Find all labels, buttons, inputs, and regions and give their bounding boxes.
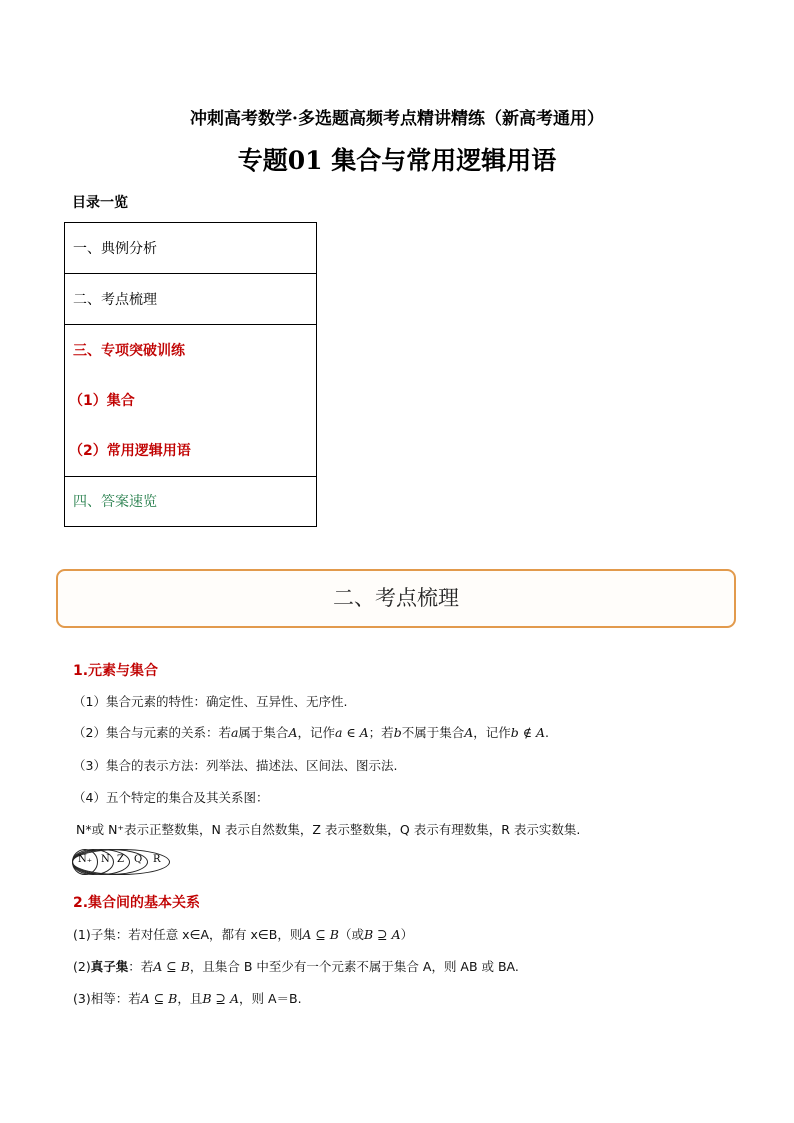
paragraph-subset <box>73 925 413 943</box>
math-var: A <box>464 725 474 740</box>
toc-row-2 <box>65 274 316 325</box>
text: 属于集合 <box>238 725 289 740</box>
math-var: a <box>230 725 239 740</box>
text: ，则 A＝B. <box>239 991 302 1006</box>
math-var: A <box>288 725 298 740</box>
section-heading-elements: 1.元素与集合 <box>73 663 159 679</box>
text: （或 <box>339 927 365 942</box>
text: ，记作 <box>473 725 511 740</box>
text: ） <box>400 927 414 942</box>
paragraph-proper-subset <box>73 957 519 975</box>
text: ，且 <box>177 991 203 1006</box>
set-label: R <box>153 854 161 865</box>
term: 真子集 <box>90 959 129 974</box>
paragraph-equality <box>73 989 302 1007</box>
text: (2) <box>73 959 91 974</box>
toc-item-training[interactable]: 三、专项突破训练 <box>73 343 185 359</box>
math-expr: B ⊇ A <box>364 927 401 942</box>
set-label: Q <box>134 854 143 865</box>
paragraph-representation: （3）集合的表示方法：列举法、描述法、区间法、图示法. <box>73 758 398 773</box>
document-title: 专题01 集合与常用逻辑用语 <box>237 146 557 175</box>
section-banner: 二、考点梳理 <box>56 569 736 628</box>
paragraph-number-sets: N*或 N⁺表示正整数集，N 表示自然数集，Z 表示整数集，Q 表示有理数集，R 表示实数集. <box>76 822 581 837</box>
number-sets-diagram <box>72 849 172 875</box>
document-subtitle: 冲刺高考数学·多选题高频考点精讲精练（新高考通用） <box>190 109 604 129</box>
toc-row-4 <box>65 477 316 526</box>
set-label: N₊ <box>78 854 93 865</box>
toc-row-3 <box>65 325 316 477</box>
text: . <box>545 725 549 740</box>
math-expr: A ⊆ B <box>302 927 339 942</box>
text: (1)子集：若对任意 x∈A，都有 x∈B，则 <box>73 927 303 942</box>
set-label: N <box>101 854 110 865</box>
toc-item-answers[interactable]: 四、答案速览 <box>73 494 157 510</box>
toc-item-key-points[interactable]: 二、考点梳理 <box>73 292 157 308</box>
text: ：若 <box>128 959 154 974</box>
math-var: b <box>393 725 402 740</box>
toc-row-1 <box>65 223 316 274</box>
math-expr: A ⊆ B <box>140 991 178 1006</box>
set-label: Z <box>117 854 124 865</box>
toc-table <box>64 222 317 527</box>
text: （2）集合与元素的关系：若 <box>73 725 231 740</box>
text: 不属于集合 <box>401 725 465 740</box>
paragraph-membership <box>73 723 549 741</box>
toc-item-sets[interactable]: （1）集合 <box>69 393 135 409</box>
toc-item-examples[interactable]: 一、典例分析 <box>73 241 157 257</box>
text: ；若 <box>368 725 394 740</box>
math-expr: a ∈ A <box>334 725 369 740</box>
math-expr: B ⊇ A <box>202 991 240 1006</box>
text: (3)相等：若 <box>73 991 141 1006</box>
math-expr: b ∉ A <box>510 725 545 740</box>
paragraph-special-sets: （4）五个特定的集合及其关系图： <box>73 790 269 805</box>
math-expr: A ⊆ B <box>153 959 190 974</box>
section-heading-relations: 2.集合间的基本关系 <box>73 895 201 911</box>
text: ，且集合 B 中至少有一个元素不属于集合 A，则 AB 或 BA. <box>189 959 519 974</box>
toc-item-logic[interactable]: （2）常用逻辑用语 <box>69 443 191 459</box>
toc-heading: 目录一览 <box>72 195 128 211</box>
paragraph-set-properties: （1）集合元素的特性：确定性、互异性、无序性. <box>73 694 348 709</box>
text: ，记作 <box>297 725 335 740</box>
